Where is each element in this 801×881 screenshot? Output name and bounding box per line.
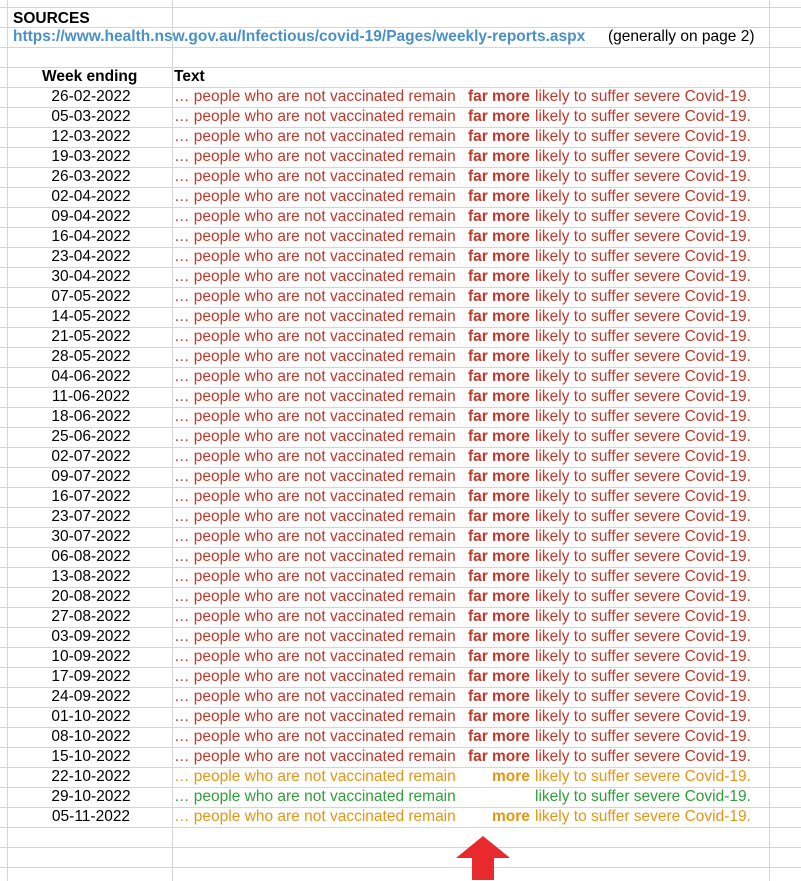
text-cell-lead: … people who are not vaccinated remain bbox=[174, 288, 456, 305]
sources-note: (generally on page 2) bbox=[608, 28, 755, 45]
text-cell-far: far bbox=[468, 528, 488, 545]
text-cell-far: far bbox=[468, 108, 488, 125]
text-cell-more: more bbox=[492, 128, 530, 145]
week-ending-cell: 02-07-2022 bbox=[51, 448, 131, 465]
text-cell-lead: … people who are not vaccinated remain bbox=[174, 308, 456, 325]
table-row bbox=[0, 107, 801, 127]
text-cell-lead: … people who are not vaccinated remain bbox=[174, 408, 456, 425]
week-ending-cell: 16-07-2022 bbox=[51, 488, 131, 505]
week-ending-cell: 30-04-2022 bbox=[51, 268, 131, 285]
text-cell-far: far bbox=[468, 408, 488, 425]
text-cell-lead: … people who are not vaccinated remain bbox=[174, 808, 456, 825]
text-cell-far: far bbox=[468, 548, 488, 565]
text-cell-lead: … people who are not vaccinated remain bbox=[174, 168, 456, 185]
table-row bbox=[0, 307, 801, 327]
table-row bbox=[0, 427, 801, 447]
text-cell-tail: likely to suffer severe Covid-19. bbox=[535, 768, 751, 785]
week-ending-cell: 07-05-2022 bbox=[51, 288, 131, 305]
text-cell-far: far bbox=[468, 348, 488, 365]
text-cell-more: more bbox=[492, 508, 530, 525]
text-cell-more: more bbox=[492, 648, 530, 665]
text-cell-far: far bbox=[468, 748, 488, 765]
text-cell-far: far bbox=[468, 568, 488, 585]
text-cell-more: more bbox=[492, 468, 530, 485]
text-cell-far: far bbox=[468, 248, 488, 265]
text-cell-tail: likely to suffer severe Covid-19. bbox=[535, 288, 751, 305]
text-cell-far: far bbox=[468, 128, 488, 145]
table-row bbox=[0, 527, 801, 547]
text-cell-more: more bbox=[492, 608, 530, 625]
text-cell-far: far bbox=[468, 368, 488, 385]
text-cell-more: more bbox=[492, 208, 530, 225]
text-cell-far: far bbox=[468, 628, 488, 645]
week-ending-cell: 28-05-2022 bbox=[51, 348, 131, 365]
text-cell-far: far bbox=[468, 488, 488, 505]
table-row bbox=[0, 367, 801, 387]
table-row bbox=[0, 447, 801, 467]
text-cell-more: more bbox=[492, 308, 530, 325]
text-cell-lead: … people who are not vaccinated remain bbox=[174, 388, 456, 405]
text-cell-lead: … people who are not vaccinated remain bbox=[174, 328, 456, 345]
text-cell-more: more bbox=[492, 628, 530, 645]
text-cell-lead: … people who are not vaccinated remain bbox=[174, 268, 456, 285]
text-cell-lead: … people who are not vaccinated remain bbox=[174, 608, 456, 625]
table-row bbox=[0, 627, 801, 647]
text-cell-tail: likely to suffer severe Covid-19. bbox=[535, 548, 751, 565]
week-ending-cell: 05-11-2022 bbox=[51, 808, 131, 825]
text-cell-tail: likely to suffer severe Covid-19. bbox=[535, 808, 751, 825]
text-cell-tail: likely to suffer severe Covid-19. bbox=[535, 88, 751, 105]
text-cell-lead: … people who are not vaccinated remain bbox=[174, 688, 456, 705]
week-ending-cell: 02-04-2022 bbox=[51, 188, 131, 205]
text-cell-more: more bbox=[492, 748, 530, 765]
table-row bbox=[0, 687, 801, 707]
text-cell-far: far bbox=[468, 708, 488, 725]
text-cell-more: more bbox=[492, 428, 530, 445]
text-cell-lead: … people who are not vaccinated remain bbox=[174, 488, 456, 505]
text-cell-tail: likely to suffer severe Covid-19. bbox=[535, 508, 751, 525]
table-row bbox=[0, 547, 801, 567]
table-row bbox=[0, 567, 801, 587]
text-cell-lead: … people who are not vaccinated remain bbox=[174, 348, 456, 365]
text-cell-more: more bbox=[492, 488, 530, 505]
week-ending-cell: 30-07-2022 bbox=[51, 528, 131, 545]
text-cell-lead: … people who are not vaccinated remain bbox=[174, 588, 456, 605]
text-cell-more: more bbox=[492, 808, 530, 825]
column-header-text: Text bbox=[174, 68, 205, 85]
week-ending-cell: 11-06-2022 bbox=[51, 388, 131, 405]
text-cell-tail: likely to suffer severe Covid-19. bbox=[535, 728, 751, 745]
week-ending-cell: 26-03-2022 bbox=[51, 168, 131, 185]
text-cell-more: more bbox=[492, 528, 530, 545]
text-cell-tail: likely to suffer severe Covid-19. bbox=[535, 448, 751, 465]
text-cell-lead: … people who are not vaccinated remain bbox=[174, 428, 456, 445]
table-row bbox=[0, 147, 801, 167]
table-row bbox=[0, 787, 801, 807]
table-row bbox=[0, 327, 801, 347]
text-cell-far: far bbox=[468, 288, 488, 305]
text-cell-tail: likely to suffer severe Covid-19. bbox=[535, 788, 751, 805]
text-cell-far: far bbox=[468, 588, 488, 605]
table-row bbox=[0, 487, 801, 507]
table-row bbox=[0, 767, 801, 787]
text-cell-tail: likely to suffer severe Covid-19. bbox=[535, 588, 751, 605]
table-row bbox=[0, 807, 801, 827]
week-ending-cell: 08-10-2022 bbox=[51, 728, 131, 745]
text-cell-far: far bbox=[468, 208, 488, 225]
text-cell-more: more bbox=[492, 668, 530, 685]
table-row bbox=[0, 227, 801, 247]
text-cell-tail: likely to suffer severe Covid-19. bbox=[535, 708, 751, 725]
text-cell-more: more bbox=[492, 568, 530, 585]
week-ending-cell: 06-08-2022 bbox=[51, 548, 131, 565]
text-cell-tail: likely to suffer severe Covid-19. bbox=[535, 328, 751, 345]
week-ending-cell: 09-07-2022 bbox=[51, 468, 131, 485]
table-row bbox=[0, 407, 801, 427]
text-cell-tail: likely to suffer severe Covid-19. bbox=[535, 528, 751, 545]
text-cell-tail: likely to suffer severe Covid-19. bbox=[535, 688, 751, 705]
week-ending-cell: 19-03-2022 bbox=[51, 148, 131, 165]
text-cell-lead: … people who are not vaccinated remain bbox=[174, 788, 456, 805]
table-row bbox=[0, 607, 801, 627]
table-row bbox=[0, 507, 801, 527]
text-cell-lead: … people who are not vaccinated remain bbox=[174, 448, 456, 465]
text-cell-far: far bbox=[468, 228, 488, 245]
sources-link[interactable]: https://www.health.nsw.gov.au/Infectious/covid-19/Pages/weekly-reports.aspx bbox=[13, 28, 586, 45]
week-ending-cell: 27-08-2022 bbox=[51, 608, 131, 625]
text-cell-lead: … people who are not vaccinated remain bbox=[174, 748, 456, 765]
week-ending-cell: 24-09-2022 bbox=[51, 688, 131, 705]
text-cell-far: far bbox=[468, 148, 488, 165]
text-cell-lead: … people who are not vaccinated remain bbox=[174, 368, 456, 385]
text-cell-lead: … people who are not vaccinated remain bbox=[174, 128, 456, 145]
text-cell-lead: … people who are not vaccinated remain bbox=[174, 728, 456, 745]
table-row bbox=[0, 287, 801, 307]
week-ending-cell: 04-06-2022 bbox=[51, 368, 131, 385]
week-ending-cell: 20-08-2022 bbox=[51, 588, 131, 605]
text-cell-tail: likely to suffer severe Covid-19. bbox=[535, 108, 751, 125]
text-cell-tail: likely to suffer severe Covid-19. bbox=[535, 408, 751, 425]
table-row bbox=[0, 207, 801, 227]
text-cell-more: more bbox=[492, 728, 530, 745]
text-cell-more: more bbox=[492, 288, 530, 305]
text-cell-lead: … people who are not vaccinated remain bbox=[174, 468, 456, 485]
table-row bbox=[0, 747, 801, 767]
text-cell-tail: likely to suffer severe Covid-19. bbox=[535, 208, 751, 225]
week-ending-cell: 10-09-2022 bbox=[51, 648, 131, 665]
text-cell-more: more bbox=[492, 188, 530, 205]
text-cell-far: far bbox=[468, 428, 488, 445]
text-cell-lead: … people who are not vaccinated remain bbox=[174, 248, 456, 265]
text-cell-more: more bbox=[492, 108, 530, 125]
week-ending-cell: 17-09-2022 bbox=[51, 668, 131, 685]
text-cell-lead: … people who are not vaccinated remain bbox=[174, 208, 456, 225]
week-ending-cell: 03-09-2022 bbox=[51, 628, 131, 645]
text-cell-tail: likely to suffer severe Covid-19. bbox=[535, 148, 751, 165]
text-cell-tail: likely to suffer severe Covid-19. bbox=[535, 428, 751, 445]
week-ending-cell: 18-06-2022 bbox=[51, 408, 131, 425]
table-row bbox=[0, 667, 801, 687]
text-cell-lead: … people who are not vaccinated remain bbox=[174, 768, 456, 785]
text-cell-far: far bbox=[468, 308, 488, 325]
text-cell-lead: … people who are not vaccinated remain bbox=[174, 108, 456, 125]
text-cell-more: more bbox=[492, 588, 530, 605]
text-cell-tail: likely to suffer severe Covid-19. bbox=[535, 248, 751, 265]
text-cell-tail: likely to suffer severe Covid-19. bbox=[535, 668, 751, 685]
text-cell-far: far bbox=[468, 508, 488, 525]
text-cell-lead: … people who are not vaccinated remain bbox=[174, 568, 456, 585]
text-cell-far: far bbox=[468, 668, 488, 685]
text-cell-lead: … people who are not vaccinated remain bbox=[174, 668, 456, 685]
table-row bbox=[0, 347, 801, 367]
text-cell-more: more bbox=[492, 228, 530, 245]
text-cell-more: more bbox=[492, 88, 530, 105]
table-row bbox=[0, 727, 801, 747]
text-cell-far: far bbox=[468, 728, 488, 745]
table-row bbox=[0, 187, 801, 207]
text-cell-far: far bbox=[468, 608, 488, 625]
text-cell-tail: likely to suffer severe Covid-19. bbox=[535, 628, 751, 645]
text-cell-far: far bbox=[468, 188, 488, 205]
text-cell-far: far bbox=[468, 88, 488, 105]
week-ending-cell: 25-06-2022 bbox=[51, 428, 131, 445]
text-cell-tail: likely to suffer severe Covid-19. bbox=[535, 608, 751, 625]
text-cell-tail: likely to suffer severe Covid-19. bbox=[535, 368, 751, 385]
text-cell-tail: likely to suffer severe Covid-19. bbox=[535, 388, 751, 405]
week-ending-cell: 13-08-2022 bbox=[51, 568, 131, 585]
text-cell-tail: likely to suffer severe Covid-19. bbox=[535, 568, 751, 585]
text-cell-far: far bbox=[468, 328, 488, 345]
text-cell-far: far bbox=[468, 168, 488, 185]
text-cell-more: more bbox=[492, 768, 530, 785]
text-cell-more: more bbox=[492, 268, 530, 285]
text-cell-more: more bbox=[492, 688, 530, 705]
week-ending-cell: 23-07-2022 bbox=[51, 508, 131, 525]
text-cell-lead: … people who are not vaccinated remain bbox=[174, 508, 456, 525]
text-cell-far: far bbox=[468, 468, 488, 485]
sources-title: SOURCES bbox=[13, 10, 90, 27]
text-cell-more: more bbox=[492, 708, 530, 725]
week-ending-cell: 21-05-2022 bbox=[51, 328, 131, 345]
text-cell-tail: likely to suffer severe Covid-19. bbox=[535, 188, 751, 205]
text-cell-more: more bbox=[492, 248, 530, 265]
week-ending-cell: 29-10-2022 bbox=[51, 788, 131, 805]
table-row bbox=[0, 647, 801, 667]
table-row bbox=[0, 267, 801, 287]
text-cell-lead: … people who are not vaccinated remain bbox=[174, 228, 456, 245]
text-cell-lead: … people who are not vaccinated remain bbox=[174, 148, 456, 165]
text-cell-more: more bbox=[492, 548, 530, 565]
week-ending-cell: 01-10-2022 bbox=[51, 708, 131, 725]
text-cell-lead: … people who are not vaccinated remain bbox=[174, 648, 456, 665]
table-row bbox=[0, 127, 801, 147]
text-cell-more: more bbox=[492, 168, 530, 185]
week-ending-cell: 09-04-2022 bbox=[51, 208, 131, 225]
text-cell-far: far bbox=[468, 268, 488, 285]
table-row bbox=[0, 387, 801, 407]
text-cell-lead: … people who are not vaccinated remain bbox=[174, 528, 456, 545]
text-cell-far: far bbox=[468, 688, 488, 705]
text-cell-lead: … people who are not vaccinated remain bbox=[174, 708, 456, 725]
up-arrow-icon bbox=[456, 836, 510, 880]
text-cell-tail: likely to suffer severe Covid-19. bbox=[535, 168, 751, 185]
text-cell-tail: likely to suffer severe Covid-19. bbox=[535, 308, 751, 325]
text-cell-far: far bbox=[468, 648, 488, 665]
text-cell-lead: … people who are not vaccinated remain bbox=[174, 548, 456, 565]
text-cell-more: more bbox=[492, 348, 530, 365]
text-cell-lead: … people who are not vaccinated remain bbox=[174, 88, 456, 105]
text-cell-lead: … people who are not vaccinated remain bbox=[174, 188, 456, 205]
text-cell-more: more bbox=[492, 388, 530, 405]
text-cell-more: more bbox=[492, 368, 530, 385]
table-row bbox=[0, 167, 801, 187]
week-ending-cell: 05-03-2022 bbox=[51, 108, 131, 125]
text-cell-lead: … people who are not vaccinated remain bbox=[174, 628, 456, 645]
text-cell-more: more bbox=[492, 408, 530, 425]
text-cell-tail: likely to suffer severe Covid-19. bbox=[535, 468, 751, 485]
text-cell-far: far bbox=[468, 388, 488, 405]
text-cell-tail: likely to suffer severe Covid-19. bbox=[535, 748, 751, 765]
table-row bbox=[0, 247, 801, 267]
text-cell-tail: likely to suffer severe Covid-19. bbox=[535, 348, 751, 365]
week-ending-cell: 26-02-2022 bbox=[51, 88, 131, 105]
week-ending-cell: 15-10-2022 bbox=[51, 748, 131, 765]
text-cell-tail: likely to suffer severe Covid-19. bbox=[535, 648, 751, 665]
table-row bbox=[0, 87, 801, 107]
text-cell-tail: likely to suffer severe Covid-19. bbox=[535, 128, 751, 145]
text-cell-tail: likely to suffer severe Covid-19. bbox=[535, 228, 751, 245]
column-header-week-ending: Week ending bbox=[42, 68, 138, 85]
week-ending-cell: 12-03-2022 bbox=[51, 128, 131, 145]
text-cell-more: more bbox=[492, 148, 530, 165]
table-row bbox=[0, 707, 801, 727]
week-ending-cell: 22-10-2022 bbox=[51, 768, 131, 785]
text-cell-more: more bbox=[492, 328, 530, 345]
week-ending-cell: 16-04-2022 bbox=[51, 228, 131, 245]
text-cell-far: far bbox=[468, 448, 488, 465]
text-cell-tail: likely to suffer severe Covid-19. bbox=[535, 488, 751, 505]
text-cell-tail: likely to suffer severe Covid-19. bbox=[535, 268, 751, 285]
text-cell-more: more bbox=[492, 448, 530, 465]
table-row bbox=[0, 467, 801, 487]
week-ending-cell: 23-04-2022 bbox=[51, 248, 131, 265]
table-row bbox=[0, 587, 801, 607]
week-ending-cell: 14-05-2022 bbox=[51, 308, 131, 325]
